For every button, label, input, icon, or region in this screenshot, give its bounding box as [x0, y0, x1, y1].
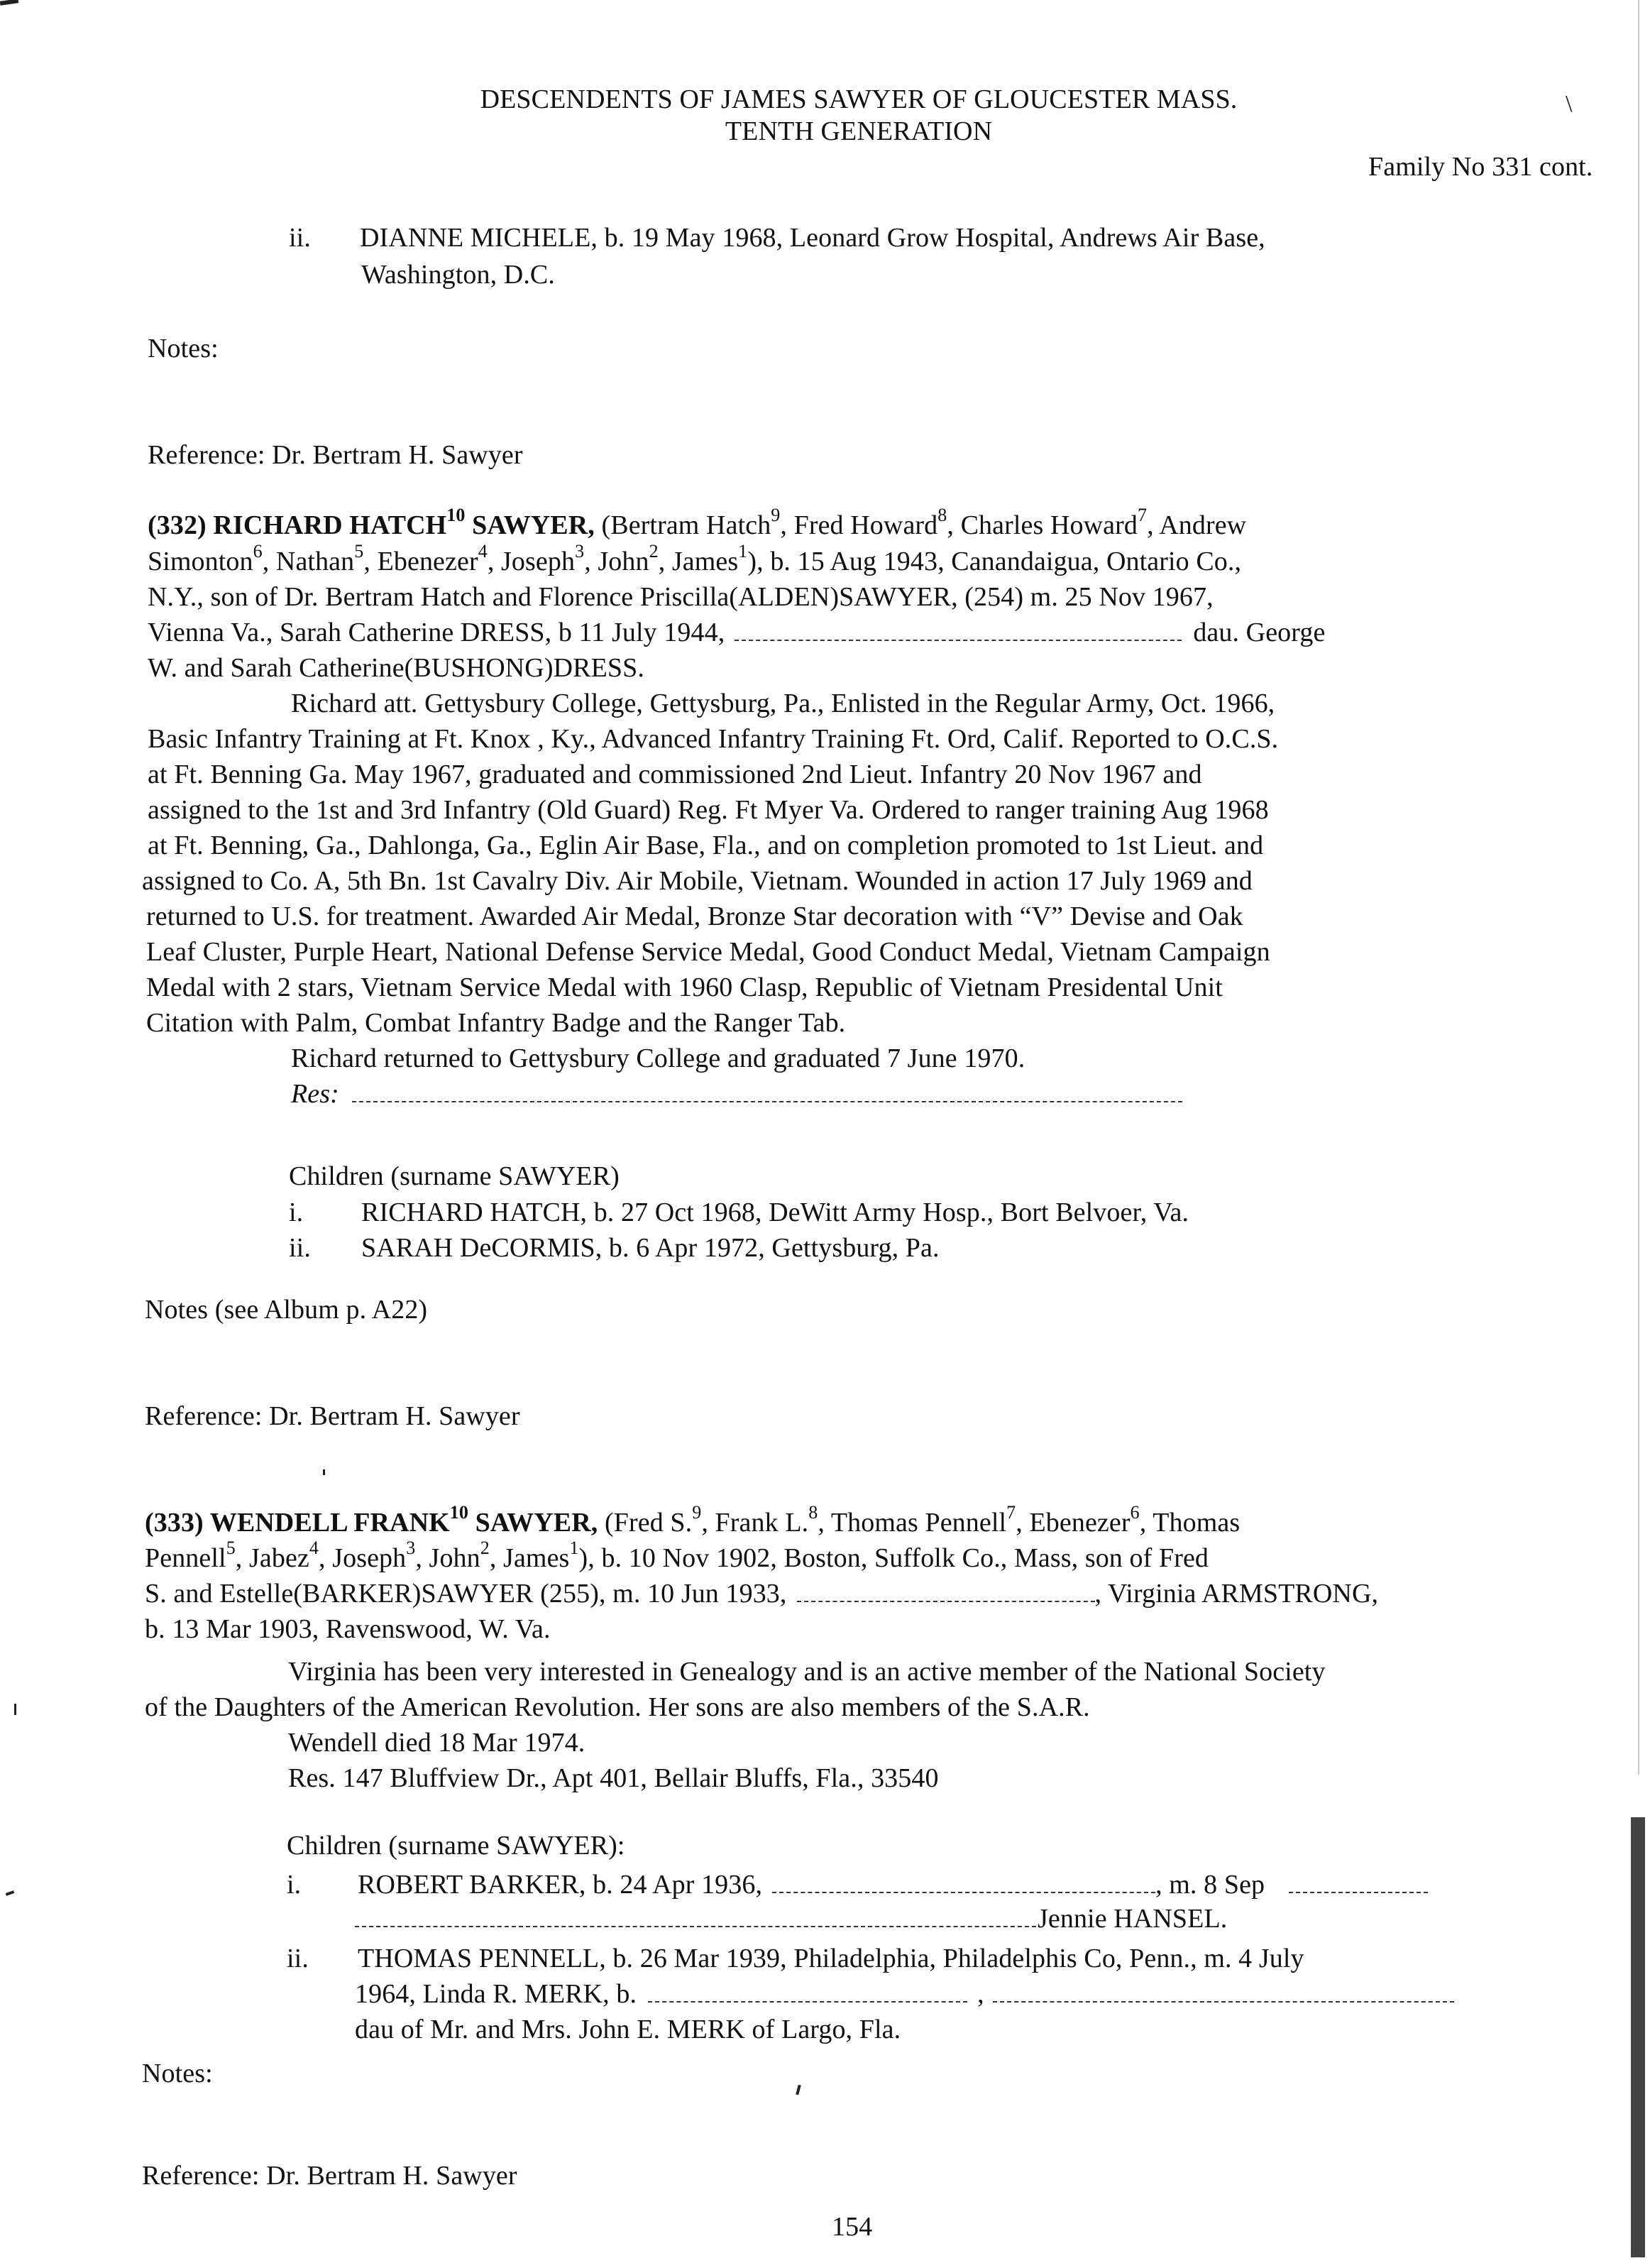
- notes-label: Notes:: [148, 334, 219, 363]
- family-number: Family No 331 cont.: [1368, 152, 1593, 182]
- child-entry-ii-cont: Washington, D.C.: [361, 260, 555, 290]
- scan-mark: [323, 1469, 325, 1475]
- page-title: DESCENDENTS OF JAMES SAWYER OF GLOUCESTER MASS.: [480, 84, 1238, 114]
- bio-line: at Ft. Benning, Ga., Dahlonga, Ga., Eglin Air Base, Fla., and on completion promoted to 1st Lieut. and: [148, 831, 1264, 860]
- bio-line: Basic Infantry Training at Ft. Knox , Ky., Advanced Infantry Training Ft. Ord, Calif. Reported to O.C.S.: [148, 724, 1279, 754]
- family-333-spouse: b. 13 Mar 1903, Ravenswood, W. Va.: [145, 1614, 551, 1644]
- family-333-lineage: Pennell$^5$, Jabez$^4$, Joseph$^3$, John$^2$, James$^1$), b. 10 Nov 1902, Boston, Suffolk Co., Mass, son of Fred: [145, 1538, 1209, 1573]
- children-header: Children (surname SAWYER): [289, 1161, 620, 1191]
- notes-label: Notes:: [142, 2059, 213, 2088]
- scan-mark: [796, 2085, 801, 2096]
- family-332-spouse-parents: W. and Sarah Catherine(BUSHONG)DRESS.: [148, 653, 644, 683]
- notes-label: Notes (see Album p. A22): [145, 1295, 428, 1325]
- death-line: Wendell died 18 Mar 1974.: [288, 1728, 585, 1758]
- scan-mark: [6, 1890, 15, 1896]
- graduation-line: Richard returned to Gettysbury College and graduated 7 June 1970.: [291, 1043, 1025, 1073]
- page-subtitle: TENTH GENERATION: [725, 116, 993, 146]
- reference-line: Reference: Dr. Bertram H. Sawyer: [148, 440, 523, 470]
- family-333-parents: S. and Estelle(BARKER)SAWYER (255), m. 10 Jun 1933, , Virginia ARMSTRONG,: [145, 1579, 1379, 1609]
- bio-line: Virginia has been very interested in Genealogy and is an active member of the National Society: [288, 1657, 1326, 1687]
- child-entry-cont: dau of Mr. and Mrs. John E. MERK of Largo, Fla.: [355, 2015, 901, 2044]
- scan-mark: [0, 0, 18, 6]
- child-number: ii.: [289, 223, 311, 253]
- page-edge-shadow: [1638, 0, 1639, 1775]
- bio-line: Medal with 2 stars, Vietnam Service Medal with 1960 Clasp, Republic of Vietnam Presidental Unit: [146, 973, 1223, 1002]
- child-entry: i. ROBERT BARKER, b. 24 Apr 1936, , m. 8 Sep: [287, 1867, 1431, 1902]
- blank-line: [1289, 1870, 1428, 1893]
- person-name: (332) RICHARD HATCH$^{10}$ SAWYER,: [148, 505, 595, 540]
- family-332-spouse: Vienna Va., Sarah Catherine DRESS, b 11 July 1944, dau. George: [148, 618, 1326, 647]
- child-entry-cont: Jennie HANSEL.: [355, 1901, 1227, 1936]
- person-name: (333) WENDELL FRANK$^{10}$ SAWYER,: [145, 1502, 598, 1538]
- family-332-header: (332) RICHARD HATCH$^{10}$ SAWYER, (Bertram Hatch$^9$, Fred Howard$^8$, Charles Howard$^7$, Andrew: [148, 505, 1247, 540]
- tick-mark: \: [1566, 91, 1573, 117]
- blank-line: [355, 1905, 1036, 1927]
- bio-line: Citation with Palm, Combat Infantry Badge and the Ranger Tab.: [146, 1008, 846, 1038]
- bio-line: of the Daughters of the American Revolution. Her sons are also members of the S.A.R.: [145, 1692, 1090, 1722]
- blank-line: [797, 1579, 1095, 1602]
- bio-line: Leaf Cluster, Purple Heart, National Defense Service Medal, Good Conduct Medal, Vietnam Campaign: [146, 937, 1270, 967]
- child-text: DIANNE MICHELE, b. 19 May 1968, Leonard Grow Hospital, Andrews Air Base,: [360, 223, 1265, 253]
- page-number: 154: [832, 2212, 873, 2242]
- child-entry: ii. THOMAS PENNELL, b. 26 Mar 1939, Philadelphia, Philadelphis Co, Penn., m. 4 July: [287, 1944, 1304, 1973]
- blank-line: [735, 618, 1182, 641]
- blank-line: [648, 1980, 967, 2003]
- bio-line: returned to U.S. for treatment. Awarded Air Medal, Bronze Star decoration with “V” Devise and Oak: [146, 902, 1243, 931]
- bio-line: assigned to Co. A, 5th Bn. 1st Cavalry Div. Air Mobile, Vietnam. Wounded in action 17 July 1969 and: [142, 866, 1253, 896]
- children-header: Children (surname SAWYER):: [287, 1831, 625, 1861]
- blank-line: [352, 1080, 1182, 1102]
- reference-line: Reference: Dr. Bertram H. Sawyer: [142, 2161, 517, 2191]
- child-entry: ii. SARAH DeCORMIS, b. 6 Apr 1972, Gettysburg, Pa.: [289, 1233, 940, 1263]
- child-entry-ii: [289, 220, 1265, 256]
- scan-mark: [14, 1704, 16, 1715]
- family-332-parents: N.Y., son of Dr. Bertram Hatch and Florence Priscilla(ALDEN)SAWYER, (254) m. 25 Nov 1967,: [148, 582, 1214, 612]
- family-333-header: (333) WENDELL FRANK$^{10}$ SAWYER, (Fred S.$^9$, Frank L.$^8$, Thomas Pennell$^7$, Ebenezer$^6$, Thomas: [145, 1502, 1241, 1538]
- blank-line: [772, 1870, 1155, 1893]
- family-332-lineage: Simonton$^6$, Nathan$^5$, Ebenezer$^4$, Joseph$^3$, John$^2$, James$^1$), b. 15 Aug 1943, Canandaigua, Ontario Co.,: [148, 541, 1242, 576]
- bio-line: at Ft. Benning Ga. May 1967, graduated and commissioned 2nd Lieut. Infantry 20 Nov 1967 and: [148, 760, 1202, 789]
- bio-line: Richard att. Gettysbury College, Gettysburg, Pa., Enlisted in the Regular Army, Oct. 1966,: [291, 689, 1275, 718]
- child-entry: i. RICHARD HATCH, b. 27 Oct 1968, DeWitt Army Hosp., Bort Belvoer, Va.: [289, 1198, 1189, 1227]
- bio-line: assigned to the 1st and 3rd Infantry (Old Guard) Reg. Ft Myer Va. Ordered to ranger training Aug 1968: [148, 795, 1269, 825]
- residence-line: Res. 147 Bluffview Dr., Apt 401, Bellair Bluffs, Fla., 33540: [288, 1763, 939, 1793]
- child-entry-cont: 1964, Linda R. MERK, b. ,: [355, 1976, 1457, 2012]
- page-edge-shadow: [1631, 1817, 1645, 2257]
- residence-line: Res:: [291, 1076, 1185, 1112]
- reference-line: Reference: Dr. Bertram H. Sawyer: [145, 1401, 520, 1431]
- blank-line: [993, 1980, 1454, 2003]
